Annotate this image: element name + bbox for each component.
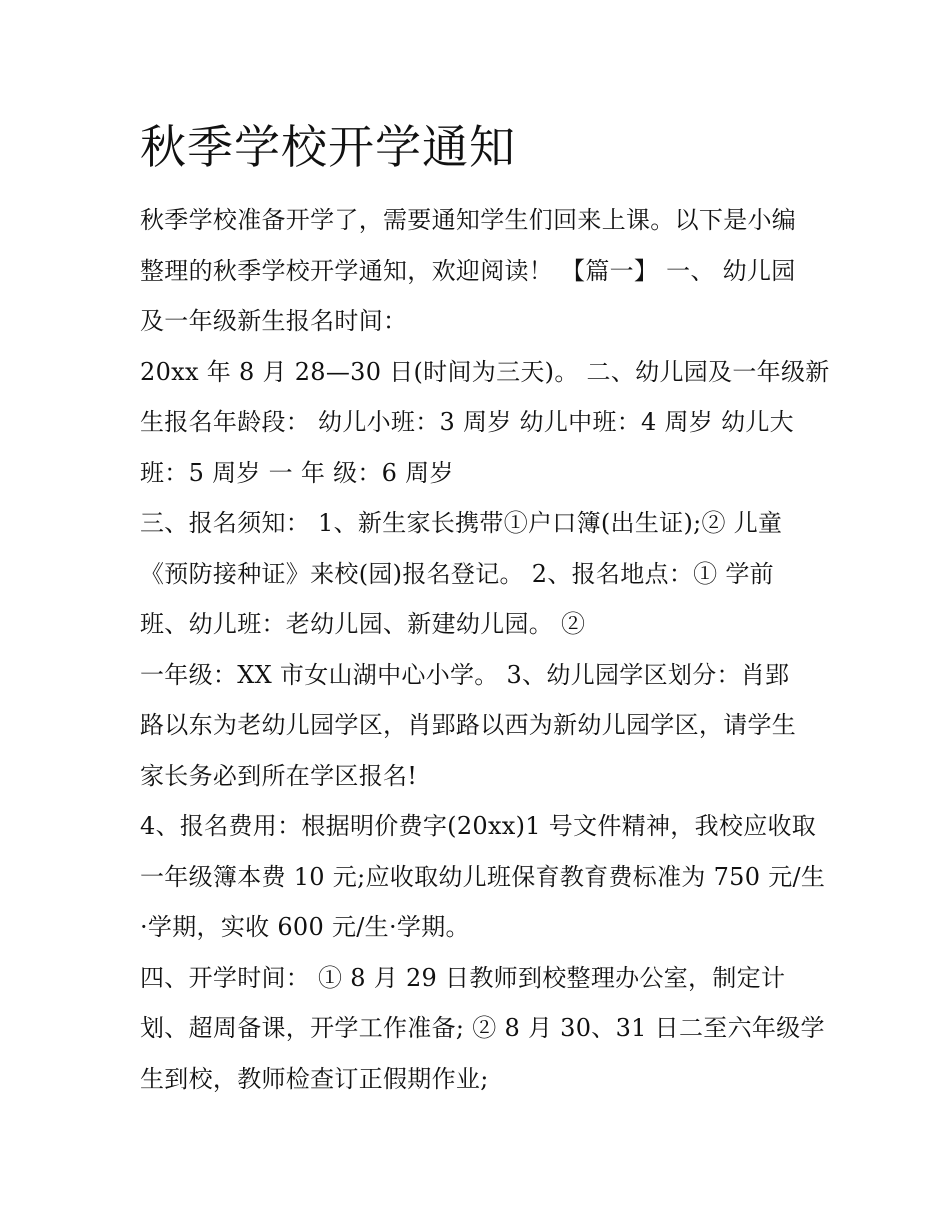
body-line: 一年级：XX 市女山湖中心小学。 3、幼儿园学区划分：肖郢 bbox=[140, 660, 790, 689]
body-line: 四、开学时间： ① 8 月 29 日教师到校整理办公室，制定计 bbox=[140, 963, 786, 992]
body-line: 一年级簿本费 10 元;应收取幼儿班保育教育费标准为 750 元/生 bbox=[140, 862, 826, 891]
body-line: 《预防接种证》来校(园)报名登记。 2、报名地点：① 学前 bbox=[140, 559, 774, 588]
document-title: 秋季学校开学通知 bbox=[140, 120, 516, 174]
body-line: 秋季学校准备开学了，需要通知学生们回来上课。以下是小编 bbox=[140, 206, 797, 234]
body-line: 三、报名须知： 1、新生家长携带①户口簿(出生证);② 儿童 bbox=[140, 509, 783, 537]
body-line: 班：5 周岁 一 年 级：6 周岁 bbox=[140, 458, 454, 487]
body-line: ·学期，实收 600 元/生·学期。 bbox=[140, 913, 470, 941]
body-line: 20xx 年 8 月 28—30 日(时间为三天)。 二、幼儿园及一年级新 bbox=[140, 357, 830, 386]
body-line: 生报名年龄段： 幼儿小班：3 周岁 幼儿中班：4 周岁 幼儿大 bbox=[140, 408, 794, 436]
body-line: 班、幼儿班：老幼儿园、新建幼儿园。 ② bbox=[140, 610, 586, 638]
body-line: 划、超周备课，开学工作准备; ② 8 月 30、31 日二至六年级学 bbox=[140, 1014, 825, 1042]
body-line: 家长务必到所在学区报名! bbox=[140, 761, 418, 790]
body-line: 整理的秋季学校开学通知，欢迎阅读！ 【篇一】 一、 幼儿园 bbox=[140, 256, 796, 285]
body-line: 4、报名费用：根据明价费字(20xx)1 号文件精神，我校应收取 bbox=[140, 812, 817, 840]
document-body bbox=[140, 195, 830, 1104]
body-line: 及一年级新生报名时间： bbox=[140, 307, 408, 335]
body-line: 生到校，教师检查订正假期作业; bbox=[140, 1064, 489, 1093]
body-line: 路以东为老幼儿园学区，肖郢路以西为新幼儿园学区，请学生 bbox=[140, 711, 797, 739]
